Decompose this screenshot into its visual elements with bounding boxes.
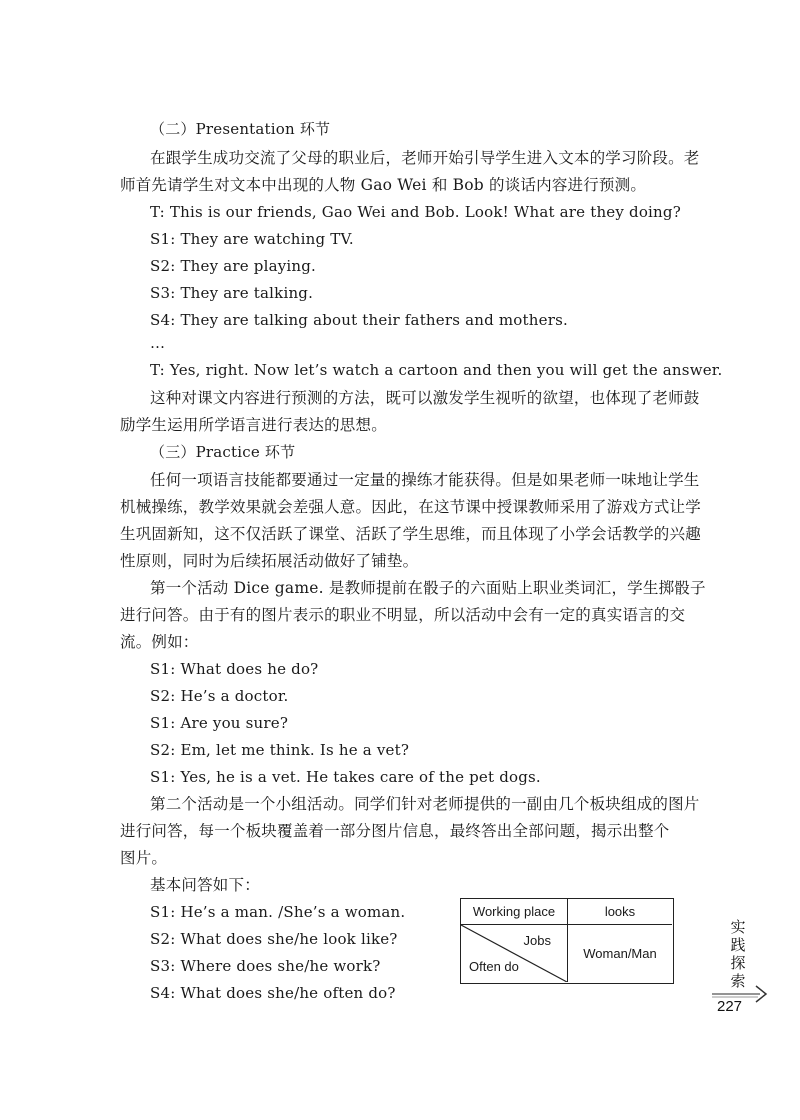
practice-p2-line-2: 进行问答。由于有的图片表示的职业不明显，所以活动中会有一定的真实语言的交 [120, 606, 686, 624]
dialog-line: S3: They are talking. [150, 284, 314, 302]
qa-line: S2: What does she/he look like? [150, 930, 398, 948]
table-cell-jobs-often-do [461, 925, 568, 982]
page-number: 227 [717, 998, 743, 1015]
intro-line-1: 在跟学生成功交流了父母的职业后，老师开始引导学生进入文本的学习阶段。老 [150, 149, 700, 167]
practice-p2-line-3: 流。例如： [120, 633, 199, 651]
presentation-heading: （二）Presentation 环节 [150, 120, 331, 138]
dice-dialog-line: S1: What does he do? [150, 660, 319, 678]
practice-p1-line-4: 性原则，同时为后续拓展活动做好了铺垫。 [120, 552, 419, 570]
basic-qa-label: 基本问答如下： [150, 876, 260, 894]
side-char: 践 [730, 936, 746, 954]
dialog-line: S1: They are watching TV. [150, 230, 354, 248]
side-section-label [728, 918, 748, 990]
dialog-line: S4: They are talking about their fathers and mothers. [150, 311, 568, 329]
table-cell-woman-man: Woman/Man [583, 946, 657, 961]
side-char: 实 [730, 918, 746, 936]
dialog-line: S2: They are playing. [150, 257, 317, 275]
dice-dialog-line: S1: Yes, he is a vet. He takes care of the pet dogs. [150, 768, 541, 786]
dice-dialog-line: S2: Em, let me think. Is he a vet? [150, 741, 410, 759]
dialog-line: T: This is our friends, Gao Wei and Bob. Look! What are they doing? [150, 203, 681, 221]
practice-heading: （三）Practice 环节 [150, 443, 296, 461]
practice-p1-line-3: 生巩固新知，这不仅活跃了课堂、活跃了学生思维，而且体现了小学会话教学的兴趣 [120, 525, 701, 543]
qa-line: S1: He’s a man. /She’s a woman. [150, 903, 406, 921]
dialog-line: T: Yes, right. Now let’s watch a cartoon and then you will get the answer. [150, 361, 723, 379]
intro-line-2: 师首先请学生对文本中出现的人物 Gao Wei 和 Bob 的谈话内容进行预测。 [120, 176, 647, 194]
practice-p1-line-2: 机械操练，教学效果就会差强人意。因此，在这节课中授课教师采用了游戏方式让学 [120, 498, 701, 516]
practice-p1-line-1: 任何一项语言技能都要通过一定量的操练才能获得。但是如果老师一味地让学生 [150, 471, 700, 489]
side-char: 探 [730, 954, 746, 972]
practice-p3-line-1: 第二个活动是一个小组活动。同学们针对老师提供的一副由几个板块组成的图片 [150, 795, 700, 813]
practice-p3-line-3: 图片。 [120, 849, 168, 867]
summary-line-2: 励学生运用所学语言进行表达的思想。 [120, 416, 387, 434]
practice-p2-line-1: 第一个活动 Dice game. 是教师提前在骰子的六面贴上职业类词汇，学生掷骰子 [150, 579, 706, 597]
qa-line: S3: Where does she/he work? [150, 957, 381, 975]
side-char: 索 [730, 972, 746, 990]
table-label-often-do: Often do [469, 959, 519, 974]
table-label-jobs: Jobs [523, 933, 551, 948]
table-cell-looks: looks [568, 899, 672, 925]
practice-p3-line-2: 进行问答，每一个板块覆盖着一部分图片信息，最终答出全部问题，揭示出整个 [120, 822, 670, 840]
dice-dialog-line: S2: He’s a doctor. [150, 687, 289, 705]
dialog-ellipsis: … [150, 334, 166, 352]
dice-dialog-line: S1: Are you sure? [150, 714, 289, 732]
qa-line: S4: What does she/he often do? [150, 984, 396, 1002]
summary-line-1: 这种对课文内容进行预测的方法，既可以激发学生视听的欲望，也体现了老师鼓 [150, 389, 700, 407]
table-cell-working-place: Working place [461, 899, 568, 925]
info-table [460, 898, 674, 984]
